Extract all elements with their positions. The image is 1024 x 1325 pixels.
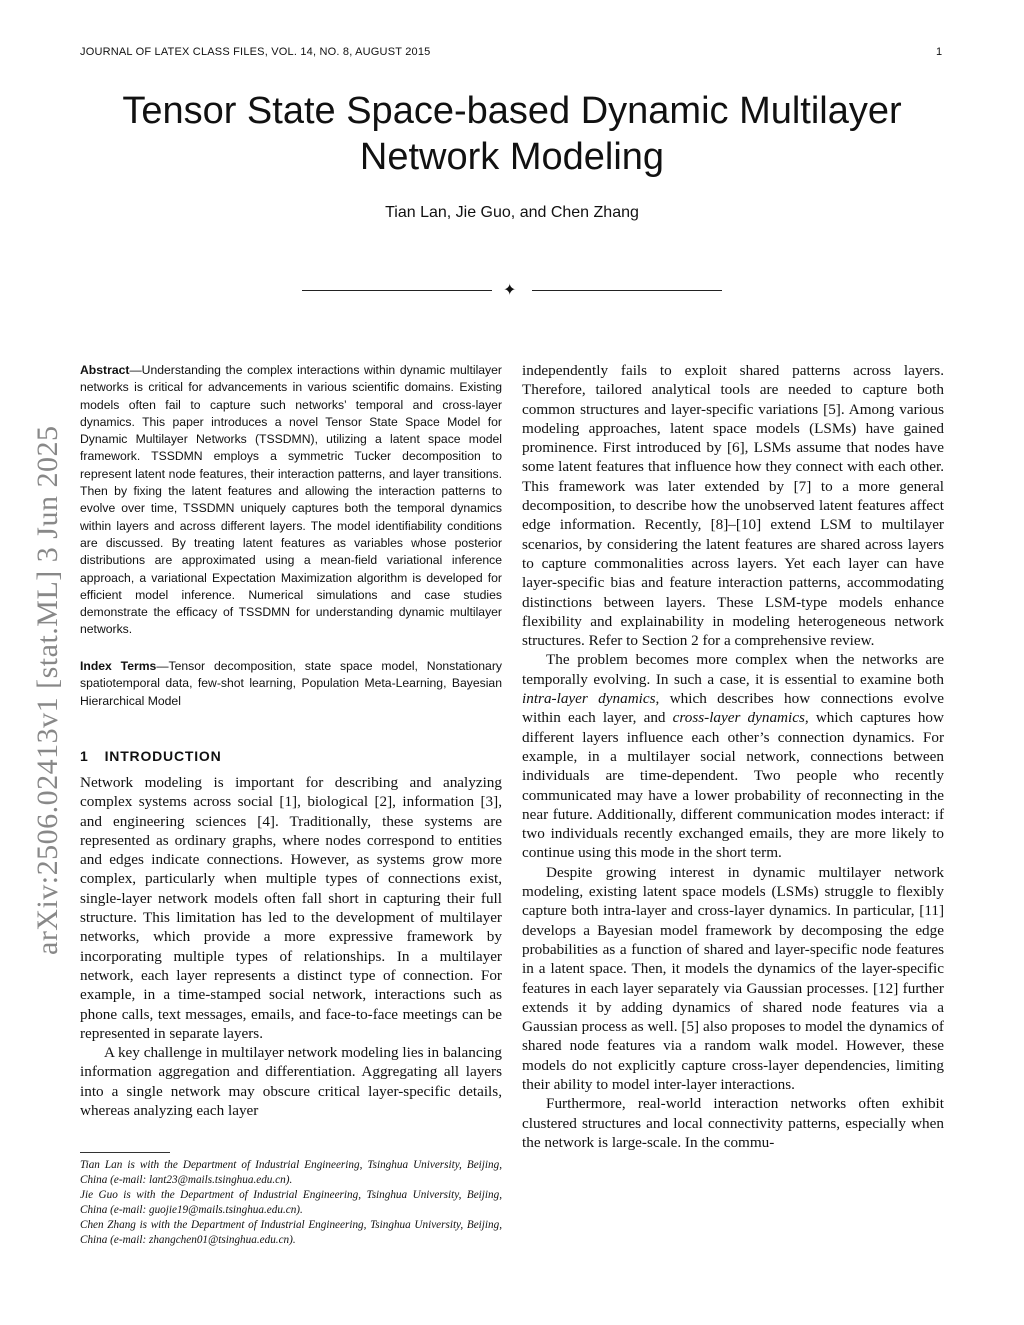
abstract-text: —Understanding the complex interactions within dynamic multilayer networks is critical for advancements in various scientific domains. Existing models often fail to capture such networks’ temporal and cross-layer dynamics. This paper introduces a novel Tensor State Space Model for Dynamic Multilayer Networks (TSSDMN), utilizing a latent space model framework. TSSDMN employs a symmetric Tucker decomposition to represent latent node features, their interaction patterns, and layer transitions. Then by fixing the latent features and allowing the interaction patterns to evolve over time, TSSDMN uniquely captures both the temporal dynamics within layers and across different layers. The model identifiability conditions are discussed. By treating latent features as variables whose posterior distributions are approximated using a mean-field variational inference approach, a variational Expectation Maximization algorithm is developed for efficient model inference. Numerical simulations and case studies demonstrate the efficacy of TSSDMN for understanding dynamic multilayer networks. (80, 363, 502, 637)
cross-layer-term: cross-layer dynamics (672, 709, 805, 727)
right-paragraph-2-b: , which describes how connections evolve within each layer, and (522, 690, 944, 727)
title-divider-left (302, 290, 492, 291)
author-footnotes (80, 1158, 502, 1248)
abstract (80, 362, 502, 639)
section-number: 1 (80, 748, 89, 764)
intro-paragraph-1: Network modeling is important for describing and analyzing complex systems across social [1], biological [2], information [3], and engineering sciences [4]. Traditionally, these systems are represented as ordinary graphs, where nodes correspond to entities and edges indicate connections. However, as systems grow more complex, particularly when multiple types of connections exist, single-layer network models often fall short in capturing their full structure. This limitation has led to the development of multilayer networks, which provide a more expressive framework by incorporating multiple types of relationships. In a multilayer network, each layer represents a distinct type of connection. For example, in a time-stamped social network, interactions such as phone calls, text messages, emails, and face-to-face meetings can be represented in separate layers. (80, 774, 502, 1042)
right-paragraph-2-c: , which captures how different layers influence each other’s connection dynamics. For example, in a multilayer social network, connections between individuals are time-dependent. Two people who recently communicated may have a lower probability of reconnecting in the near future. Additionally, different communication modes interact: if two individuals recently exchanged emails, they are more likely to continue using this mode in the short term. (522, 709, 944, 862)
paper-authors: Tian Lan, Jie Guo, and Chen Zhang (385, 204, 639, 221)
footnote-rule (80, 1152, 170, 1153)
title-divider-right (532, 290, 722, 291)
left-column-body (80, 773, 502, 1120)
section-title: INTRODUCTION (104, 748, 222, 764)
section-heading (80, 748, 222, 764)
running-header: JOURNAL OF LATEX CLASS FILES, VOL. 14, NO. 8, AUGUST 2015 (80, 46, 431, 58)
arxiv-identifier-stamp: arXiv:2506.02413v1 [stat.ML] 3 Jun 2025 (31, 425, 64, 955)
index-terms-label: Index Terms (80, 659, 157, 673)
footnote-1: Tian Lan is with the Department of Industrial Engineering, Tsinghua University, Beijing, China (e-mail: lant23@mails.tsinghua.edu.cn). (80, 1159, 502, 1186)
right-paragraph-4: Furthermore, real-world interaction networks often exhibit clustered structures and local connectivity patterns, especially when the network is large-scale. In the commu- (522, 1095, 944, 1151)
footnote-3: Chen Zhang is with the Department of Industrial Engineering, Tsinghua University, Beijing, China (e-mail: zhangchen01@tsinghua.edu.cn). (80, 1219, 502, 1246)
right-paragraph-2-a: The problem becomes more complex when the networks are temporally evolving. In such a case, it is essential to examine both (522, 651, 944, 688)
abstract-label: Abstract (80, 363, 130, 377)
page-number: 1 (936, 46, 943, 58)
footnote-2: Jie Guo is with the Department of Industrial Engineering, Tsinghua University, Beijing, China (e-mail: guojie19@mails.tsinghua.edu.cn). (80, 1189, 502, 1216)
intra-layer-term: intra-layer dynamics (522, 690, 656, 708)
paper-title: Tensor State Space-based Dynamic Multilayer Network Modeling (122, 90, 902, 178)
divider-ornament: ✦ (503, 280, 517, 299)
right-paragraph-3: Despite growing interest in dynamic multilayer network modeling, existing latent space models (LSMs) struggle to flexibly capture both intra-layer and cross-layer dynamics. In particular, [11] develops a Bayesian model framework by decomposing the edge probabilities as a function of shared and layer-specific node features in a latent space. Then, it models the dynamics of the layer-specific features in each layer separately via Gaussian processes. [12] further extends it by adding dynamics of shared node features via a Gaussian process as well. [5] also proposes to model the dynamics of shared node features via a random walk model. However, these models do not explicitly capture cross-layer dependencies, limiting their ability to model inter-layer interactions. (522, 863, 944, 1093)
intro-paragraph-2: A key challenge in multilayer network modeling lies in balancing information aggregation and differentiation. Aggregating all layers into a single network may obscure critical layer-specific details, whereas analyzing each layer (80, 1044, 502, 1120)
index-terms (80, 658, 502, 710)
right-paragraph-2 (522, 650, 944, 862)
index-terms-text: —Tensor decomposition, state space model, Nonstationary spatiotemporal data, few-shot learning, Population Meta-Learning, Bayesian Hierarchical Model (80, 659, 502, 708)
right-paragraph-1: independently fails to exploit shared patterns across layers. Therefore, tailored analytical tools are needed to capture both common structures and layer-specific variations [5]. Among various modeling approaches, latent space models (LSMs) have gained prominence. First introduced by [6], LSMs assume that nodes have some latent features that influence how they connect with each other. This framework was later extended by [7] to a more general decomposition, to describe how the unobserved latent features affect edge information. Recently, [8]–[10] extend LSM to multilayer scenarios, by considering the latent features are shared across layers to capture commonalities across layers. Yet each layer can have layer-specific bias and feature interaction patterns, accommodating distinctions between layers. These LSM-type models enhance flexibility and explainability in modeling heterogeneous network structures. Refer to Section 2 for a comprehensive review. (522, 362, 944, 650)
right-column-body (522, 361, 944, 1152)
